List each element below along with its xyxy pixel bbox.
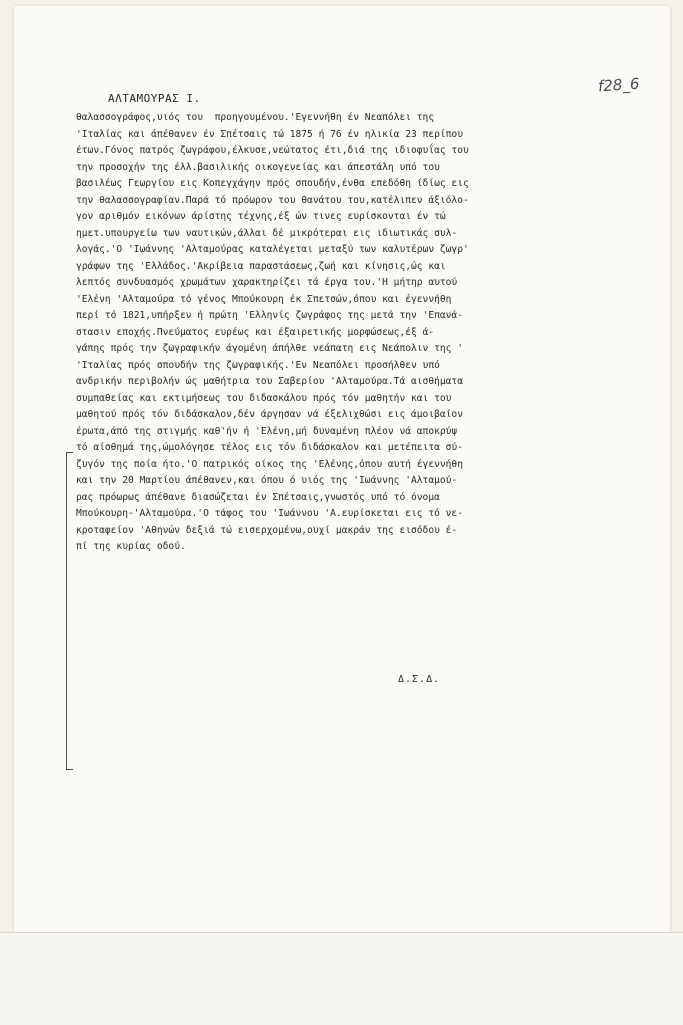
document-page <box>14 6 670 938</box>
author-initials: Δ.Σ.Δ. <box>398 674 441 685</box>
body-line: ανδρικήν περιβολήν ώς μαθήτρια του Σαβερίου 'Αλταμούρα.Τά αισθήματα <box>76 376 463 387</box>
body-line: έτων.Γόνος πατρός ζωγράφου,έλκυσε,νεώτατος έτι,διά της ιδιοφυΐας του <box>76 145 469 156</box>
body-line: συμπαθείας και εκτιμήσεως του διδασκάλου πρός τόν μαθητήν και του <box>76 392 452 404</box>
body-line: βασιλέως Γεωργίου εις Κοπεγχάγην πρός σπουδήν,ένθα επεδόθη ίδίως εις <box>76 178 469 189</box>
body-line: πί της κυρίας οδού. <box>76 541 186 552</box>
body-line: την θαλασσογραφίαν.Παρά τό πρόωρον του θανάτου του,κατέλιπεν άξιόλο- <box>76 194 469 206</box>
body-line: Μπούκουρη-'Αλταμούρα.'Ο τάφος του 'Ιωάννου 'Α.ευρίσκεται εις τό νε- <box>76 508 463 519</box>
body-line: έρωτα,άπό της στιγμής καθ'ήν ή 'Ελένη,μή δυναμένη πλέον νά αποκρύψ <box>76 425 458 437</box>
entry-heading: ΑΛΤΑΜΟΥΡΑΣ Ι. <box>108 92 201 105</box>
margin-bracket <box>66 452 73 770</box>
body-line: γον αριθμόν εικόνων άρίστης τέχνης,έξ ών τινες ευρίσκονται έν τώ <box>76 211 446 222</box>
folded-lower-sheet <box>0 932 683 1025</box>
body-line: ζυγόν της ποία ήτο.'Ο πατρικός οίκος της 'Ελένης,όπου αυτή έγεννήθη <box>76 458 463 470</box>
body-line: τό αίσθημά της,ώμολόγησε τέλος εις τόν διδάσκαλον και μετέπειτα σύ- <box>76 442 463 453</box>
body-line: κροταφείον 'Αθηνών δεξιά τώ εισερχομένω,ουχί μακράν της εισόδου έ- <box>76 524 458 536</box>
body-line: λεπτός συνδυασμός χρωμάτων χαρακτηρίζει τά έργα του.'Η μήτηρ αυτού <box>76 277 458 288</box>
body-line: ημετ.υπουργείω των ναυτικών,άλλαι δέ μικρότεραι εις ιδιωτικάς συλ- <box>76 227 458 239</box>
body-line: ρας πρόωρως άπέθανε διασώζεται έν Σπέτσαις,γνωστός υπό τό όνομα <box>76 491 440 503</box>
body-line: θαλασσογράφος,υιός του προηγουμένου.'Εγεννήθη έν Νεαπόλει της <box>76 112 435 123</box>
body-line: στασιν εποχής.Πνεύματος ευρέως και έξαιρετικής μορφώσεως,έξ ά- <box>76 326 435 338</box>
body-line: την προσοχήν της έλλ.βασιλικής οικογενείας και άπεστάλη υπό του <box>76 161 440 173</box>
body-line: μαθητού πρός τόν διδάσκαλον,δέν άργησαν νά έξελιχθώσι εις άμοιβαίον <box>76 409 463 420</box>
entry-body <box>76 110 636 556</box>
body-line: 'Ελένη 'Αλταμούρα τό γένος Μπούκουρη έκ Σπετσών,όπου και έγεννήθη <box>76 293 452 305</box>
body-line: λογάς.'Ο 'Ιωάννης 'Αλταμούρας καταλέγεται μεταξύ των καλυτέρων ζωγρ' <box>76 244 469 255</box>
body-line: περί τό 1821,υπήρξεν ή πρώτη 'Ελληνίς ζωγράφος της μετά την 'Επανά- <box>76 310 463 321</box>
body-line: και την 20 Μαρτίου άπέθανεν,και όπου ό υιός της 'Ιωάννης 'Αλταμού- <box>76 475 458 486</box>
handwritten-margin-note: f28_6 <box>597 74 640 96</box>
body-line: 'Ιταλίας και άπέθανεν έν Σπέτσαις τώ 1875 ή 76 έν ηλικία 23 περίπου <box>76 128 463 140</box>
body-line: γράφων της 'Ελλάδος.'Ακρίβεια παραστάσεως,ζωή και κίνησις,ώς και <box>76 260 446 272</box>
body-line: 'Ιταλίας πρός σπουδήν της ζωγραφικής.'Εν Νεαπόλει προσήλθεν υπό <box>76 359 440 371</box>
body-line: γάπης πρός την ζωγραφικήν άγομένη άπήλθε νεάπατη εις Νεάπολιν της ' <box>76 343 463 354</box>
